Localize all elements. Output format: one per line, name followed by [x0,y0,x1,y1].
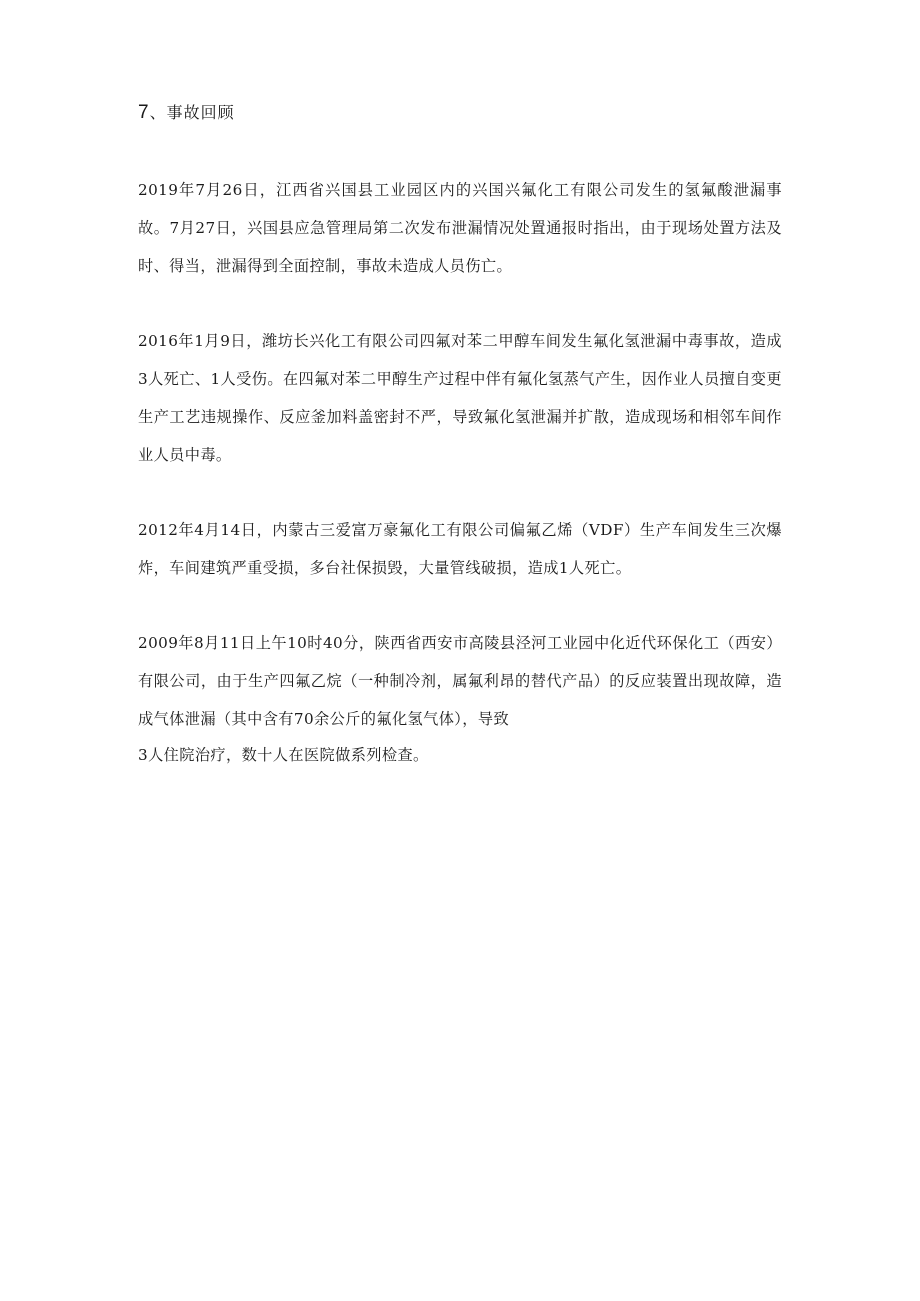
section-heading [138,101,235,125]
paragraph-2009-incident-continued: 3人住院治疗，数十人在医院做系列检查。 [138,746,429,764]
paragraph-2009-incident: 2009年8月11日上午10时40分，陕西省西安市高陵县泾河工业园中化近代环保化工（西安）有限公司，由于生产四氟乙烷（一种制冷剂，属氟利昂的替代产品）的反应装置出现故障，造成气体泄漏（其中含有70余公斤的氟化氢气体），导致 [138,634,782,728]
paragraph-2016-incident: 2016年1月9日，潍坊长兴化工有限公司四氟对苯二甲醇车间发生氟化氢泄漏中毒事故，造成3人死亡、1人受伤。在四氟对苯二甲醇生产过程中伴有氟化氢蒸气产生，因作业人员擅自变更生产工艺违规操作、反应釜加料盖密封不严，导致氟化氢泄漏并扩散，造成现场和相邻车间作业人员中毒。 [138,332,782,464]
section-number: 7 [138,102,150,123]
paragraph-2019-incident: 2019年7月26日，江西省兴国县工业园区内的兴国兴氟化工有限公司发生的氢氟酸泄漏事故。7月27日，兴国县应急管理局第二次发布泄漏情况处置通报时指出，由于现场处置方法及时、得当，泄漏得到全面控制，事故未造成人员伤亡。 [138,181,782,275]
section-separator: 、 [149,103,167,122]
paragraph-2012-incident: 2012年4月14日，内蒙古三爱富万豪氟化工有限公司偏氟乙烯（VDF）生产车间发生三次爆炸，车间建筑严重受损，多台社保损毁，大量管线破损，造成1人死亡。 [138,521,782,577]
section-title: 事故回顾 [166,103,235,122]
